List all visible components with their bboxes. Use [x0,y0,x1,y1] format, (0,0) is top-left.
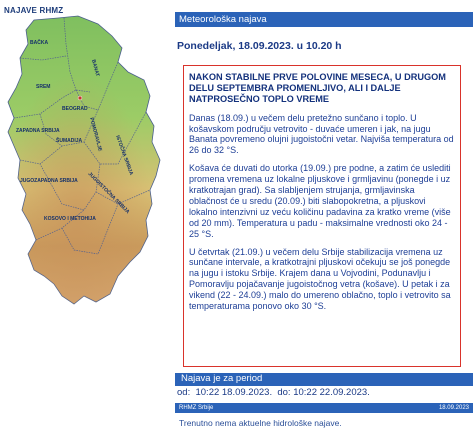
region-label-jugoistocna-srbija: JUGOISTOČNA SRBIJA [86,171,131,216]
region-label-banat: BANAT [90,58,101,78]
forecast-paragraph: Danas (18.09.) u večem delu pretežno sunčano i toplo. U košavskom području vetrovito - duvaće umeren i jak, na jugu Banata povremeno olujni jugoistočni vetar. Najviša temperatura od 26 do 32 °S. [189,112,454,156]
region-label-srem: SREM [36,84,51,90]
serbia-map[interactable] [0,14,173,314]
hydrology-note: Trenutno nema aktuelne hidrološke najave. [179,418,342,428]
left-panel [0,0,173,437]
region-label-jugozapadna-srbija: JUGOZAPADNA SRBIJA [20,178,78,184]
footer-source: RHMZ Srbije [179,405,214,411]
region-label-backa: BAČKA [30,40,49,46]
region-label-istocna-srbija: ISTOČNA SRBIJA [114,134,135,177]
period-values: od: 10:22 18.09.2023. do: 10:22 22.09.2023. [175,386,474,399]
issue-date: Ponedeljak, 18.09.2023. u 10.20 h [177,40,342,52]
forecast-title: NAKON STABILNE PRVE POLOVINE MESECA, U DRUGOM DELU SEPTEMBRA PROMENLJIVO, ALI I DALJE NATPROSEČNO TOPLO VREME [189,72,446,105]
region-label-zapadna-srbija-text: ZAPADNA SRBIJA [16,128,60,134]
region-label-sumadija: ŠUMADIJA [56,138,83,144]
region-label-zapadna-srbija [16,128,60,134]
forecast-box [183,65,461,367]
left-panel-title: NAJAVE RHMZ [4,6,64,15]
footer-date: 18.09.2023 [438,405,469,411]
region-label-kosovo-metohija: KOSOVO I METOHIJA [44,216,96,222]
period-box [175,373,473,399]
forecast-paragraph: U četvrtak (21.09.) u večem delu Srbije stabilizacija vremena uz sunčane intervale, a kratkotrajni pljuskovi očekuju se još ponegde na jugu i istoku Srbije. Krajem dana u Vojvodini, Podunavlju i Pomoravlju pojačavanje jugoistočnog vetra (košave). U petak i za vikend (22 - 24.09.) malo do umereno oblačno, toplo i vetrovito sa temperaturama ponovo oko 30 °S. [189,246,451,312]
forecast-paragraph: Košava će duvati do utorka (19.09.) pre podne, a zatim će uslediti promena vremena uz lokalne pljuskove i grmljavinu (ponegde i uz kratkotrajan grad). Sa slabljenjem strujanja, grmljavinska oblačnost će u sredu (20.09.) biti slabopokretna, a pljuskovi lokalno intenzivni uz veću količinu padavina za kratko vreme (više od 20 mm). Temperatura u padu - maksimalne vrednosti oko 24 - 25 °S. [189,163,451,239]
period-heading: Najava je za period [181,373,263,384]
region-label-beograd: BEOGRAD [62,106,88,112]
right-panel [175,0,473,437]
footer-bar [175,403,473,413]
region-label-pomoravlje: POMORAVLJE [88,116,103,152]
section-header: Meteorološka najava [175,12,473,27]
